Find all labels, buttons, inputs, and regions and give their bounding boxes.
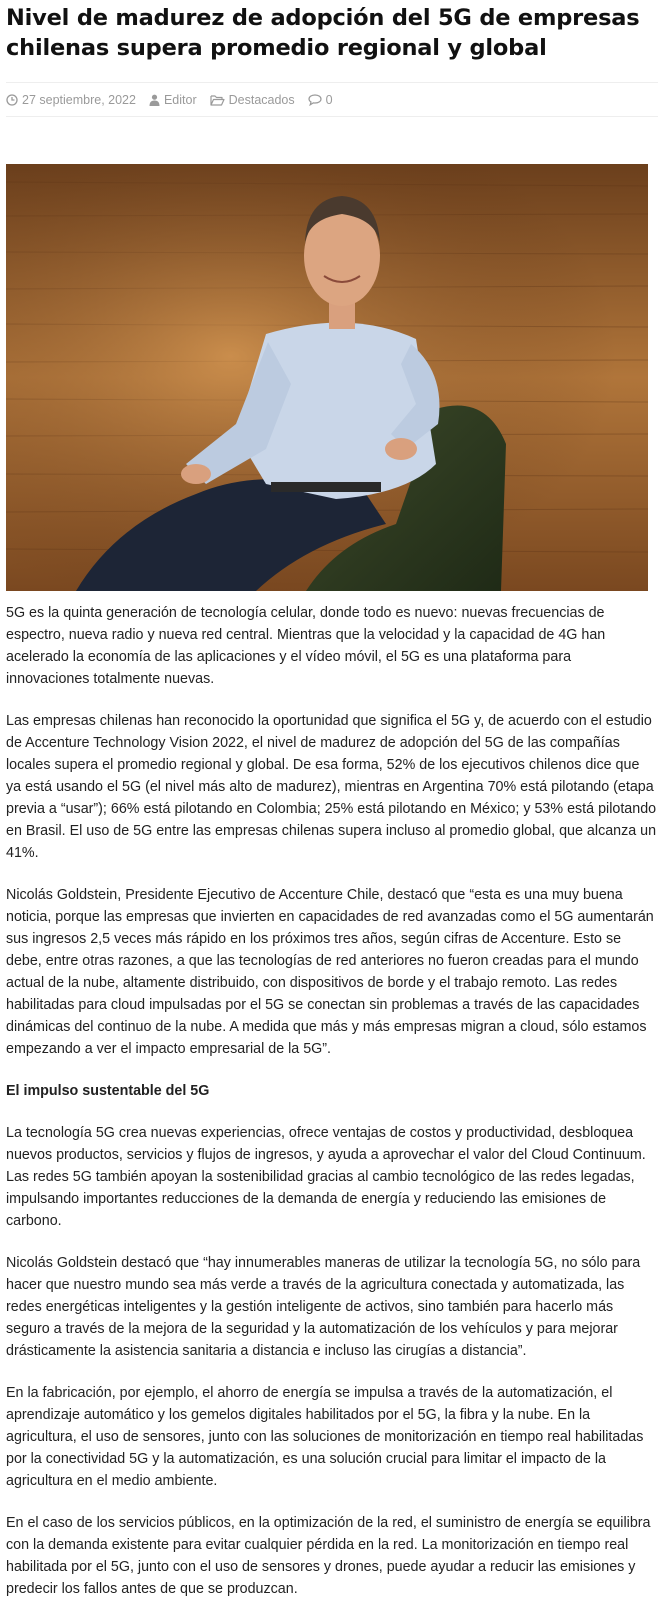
article-meta <box>6 82 658 117</box>
article-title: Nivel de madurez de adopción del 5G de empresas chilenas supera promedio regional y global <box>6 5 640 61</box>
user-icon <box>149 94 160 106</box>
meta-date <box>6 93 136 107</box>
meta-date-text: 27 septiembre, 2022 <box>22 92 136 107</box>
meta-comments[interactable] <box>308 93 333 107</box>
article-featured-image <box>6 164 648 591</box>
meta-author[interactable] <box>149 93 197 107</box>
photo-of-executive-icon <box>6 164 648 591</box>
article-body <box>6 602 658 1600</box>
clock-icon <box>6 94 18 106</box>
paragraph: Nicolás Goldstein, Presidente Ejecutivo de Accenture Chile, destacó que “esta es una muy buena noticia, porque las empresas que invierten en capacidades de red avanzadas como el 5G aumentarán sus ingresos 2,5 veces más rápido en los próximos tres años, según cifras de Accenture. Esto se debe, entre otras razones, a que las tecnologías de red anteriores no fueron creadas para el mundo actual de la nube, altamente distribuido, con dispositivos de borde y el trabajo remoto. Las redes habilitadas para cloud impulsadas por el 5G se conectan sin problemas a través de las capacidades dinámicas del continuo de la nube. A medida que más y más empresas migran a cloud, sólo estamos empezando a ver el impacto empresarial de la 5G”. <box>6 887 654 1057</box>
author-link[interactable]: Editor <box>163 92 197 107</box>
paragraph: Las empresas chilenas han reconocido la oportunidad que significa el 5G y, de acuerdo con el estudio de Accenture Technology Vision 2022, el nivel de madurez de adopción del 5G de las compañías locales supera el promedio regional y global. De esa forma, 52% de los ejecutivos chilenos dice que ya está usando el 5G (el nivel más alto de madurez), mientras en Argentina 70% está pilotando (etapa previa a “usar”); 66% está pilotando en Colombia; 25% está pilotando en México; y 53% está pilotando en Brasil. El uso de 5G entre las empresas chilenas supera incluso al promedio global, que alcanza un 41%. <box>6 713 657 861</box>
folder-open-icon <box>210 94 225 106</box>
paragraph: La tecnología 5G crea nuevas experiencias, ofrece ventajas de costos y productividad, desbloquea nuevos productos, servicios y flujos de ingresos, y ayuda a aprovechar el valor del Cloud Continuum. Las redes 5G también apoyan la sostenibilidad gracias al cambio tecnológico de las redes legadas, impulsando importantes reducciones de la demanda de energía y reduciendo las emisiones de carbono. <box>6 1125 646 1229</box>
category-link[interactable]: Destacados <box>228 92 295 107</box>
paragraph: Nicolás Goldstein destacó que “hay innumerables maneras de utilizar la tecnología 5G, no sólo para hacer que nuestro mundo sea más verde a través de la agricultura conectada y automatizada, las redes energéticas inteligentes y la gestión inteligente de activos, sino también para hacerlo más seguro a través de la mejora de la seguridad y la automatización de los vehículos y para mejorar drásticamente la asistencia sanitaria a distancia e incluso las cirugías a distancia”. <box>6 1255 641 1359</box>
paragraph: 5G es la quinta generación de tecnología celular, donde todo es nuevo: nuevas frecuencias de espectro, nueva radio y nueva red central. Mientras que la velocidad y la capacidad de 4G han acelerado la economía de las aplicaciones y el vídeo móvil, el 5G es una plataforma para innovaciones totalmente nuevas. <box>6 605 606 687</box>
meta-category[interactable] <box>210 93 295 107</box>
comment-icon <box>308 94 322 106</box>
paragraph: En la fabricación, por ejemplo, el ahorro de energía se impulsa a través de la automatización, el aprendizaje automático y los gemelos digitales habilitados por el 5G, la fibra y la nube. En la agricultura, el uso de sensores, junto con las soluciones de monitorización en tiempo real habilitadas por la conectividad 5G y la automatización, es una solución crucial para limitar el impacto de la agricultura en el medio ambiente. <box>6 1385 644 1489</box>
paragraph: En el caso de los servicios públicos, en la optimización de la red, el suministro de energía se equilibra con la demanda existente para evitar cualquier pérdida en la red. La monitorización en tiempo real habilitada por el 5G, junto con el uso de sensores y drones, puede ayudar a reducir las emisiones y predecir los fallos antes de que se produzcan. <box>6 1515 651 1597</box>
comments-count-link[interactable]: 0 <box>325 92 333 107</box>
section-subheading: El impulso sustentable del 5G <box>6 1083 210 1099</box>
